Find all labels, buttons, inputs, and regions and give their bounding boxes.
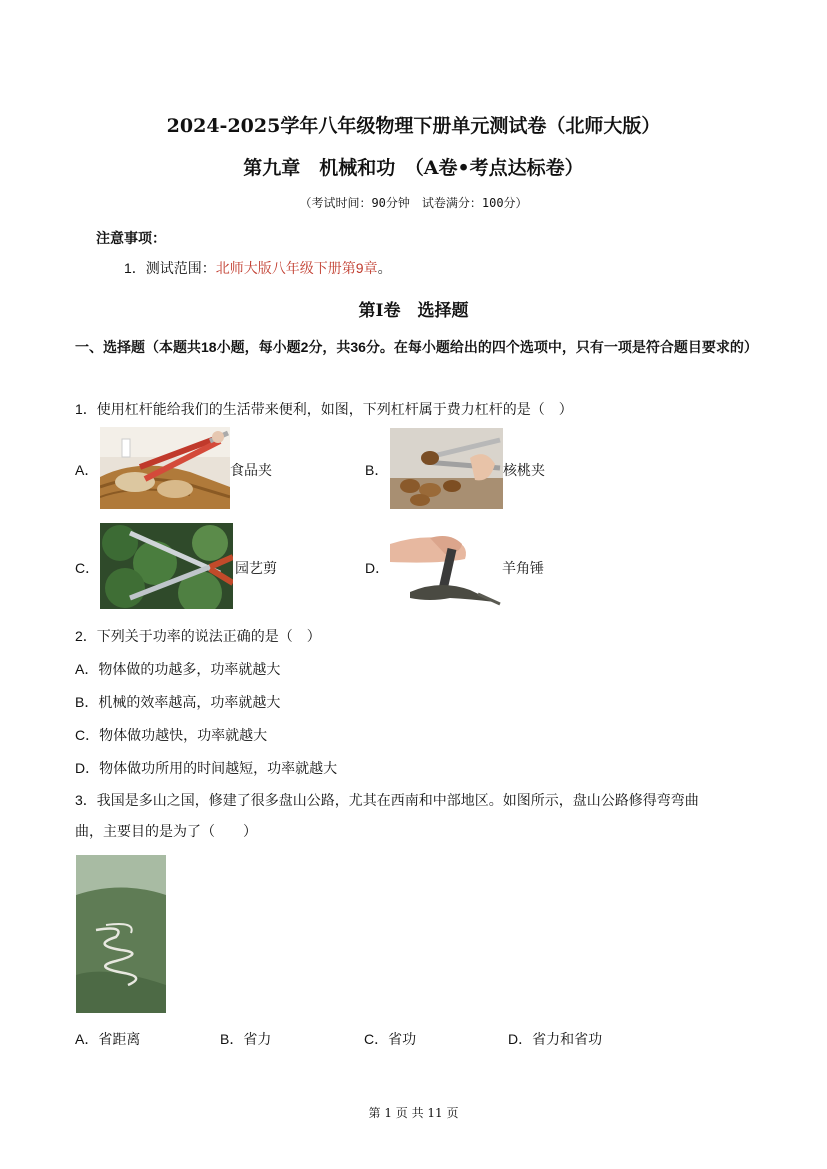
q1-option-d-letter: D．: [365, 560, 390, 576]
q2-option-b: B．机械的效率越高，功率就越大: [75, 694, 281, 710]
notes-heading: 注意事项：: [96, 230, 166, 246]
q1-option-b-label: 核桃夹: [503, 462, 545, 478]
q3-option-d: D．省力和省功: [508, 1031, 603, 1047]
section-title: 第Ⅰ卷 选择题: [358, 301, 469, 321]
q2-option-d: D．物体做功所用的时间越短，功率就越大: [75, 760, 338, 776]
page-footer: 第 1 页 共 11 页: [368, 1106, 459, 1120]
exam-info: （考试时间：90分钟 试卷满分：100分）: [299, 196, 528, 210]
q1-option-c-label: 园艺剪: [235, 560, 277, 576]
notes-item-highlight: 北师大版八年级下册第9章: [215, 260, 378, 276]
q3-option-b: B．省力: [220, 1031, 272, 1047]
q1-option-a-letter: A．: [75, 462, 99, 478]
q2-option-c: C．物体做功越快，功率就越大: [75, 727, 268, 743]
question-3-stem-line2: 曲，主要目的是为了（ ）: [75, 823, 257, 839]
food-tongs-photo: [100, 427, 230, 509]
mountain-road-photo: [76, 855, 166, 1013]
notes-item: [124, 258, 392, 278]
q3-option-c: C．省功: [364, 1031, 417, 1047]
q2-option-a: A．物体做的功越多，功率就越大: [75, 661, 281, 677]
q1-option-c-letter: C．: [75, 560, 100, 576]
q1-option-d-label: 羊角锤: [502, 560, 544, 576]
part-heading: 一、选择题（本题共18小题，每小题2分，共36分。在每小题给出的四个选项中，只有一项是符合题目要求的）: [75, 339, 758, 355]
garden-shears-photo: [100, 523, 233, 609]
notes-item-prefix: 1．测试范围：: [124, 260, 216, 276]
question-3-stem-line1: 3．我国是多山之国，修建了很多盘山公路，尤其在西南和中部地区。如图所示，盘山公路修得弯弯曲: [75, 792, 699, 808]
exam-title: 2024-2025学年八年级物理下册单元测试卷（北师大版）: [166, 115, 661, 137]
q3-option-a: A．省距离: [75, 1031, 141, 1047]
nutcracker-photo: [390, 428, 503, 509]
question-1-stem: 1．使用杠杆能给我们的生活带来便利，如图，下列杠杆属于费力杠杆的是（ ）: [75, 401, 573, 417]
notes-item-suffix: 。: [377, 260, 392, 276]
q1-option-b-letter: B．: [365, 462, 389, 478]
claw-hammer-photo: [390, 524, 502, 607]
q1-option-a-label: 食品夹: [230, 462, 272, 478]
question-2-stem: 2．下列关于功率的说法正确的是（ ）: [75, 628, 321, 644]
chapter-subtitle: 第九章 机械和功 （A卷•考点达标卷）: [243, 157, 584, 179]
